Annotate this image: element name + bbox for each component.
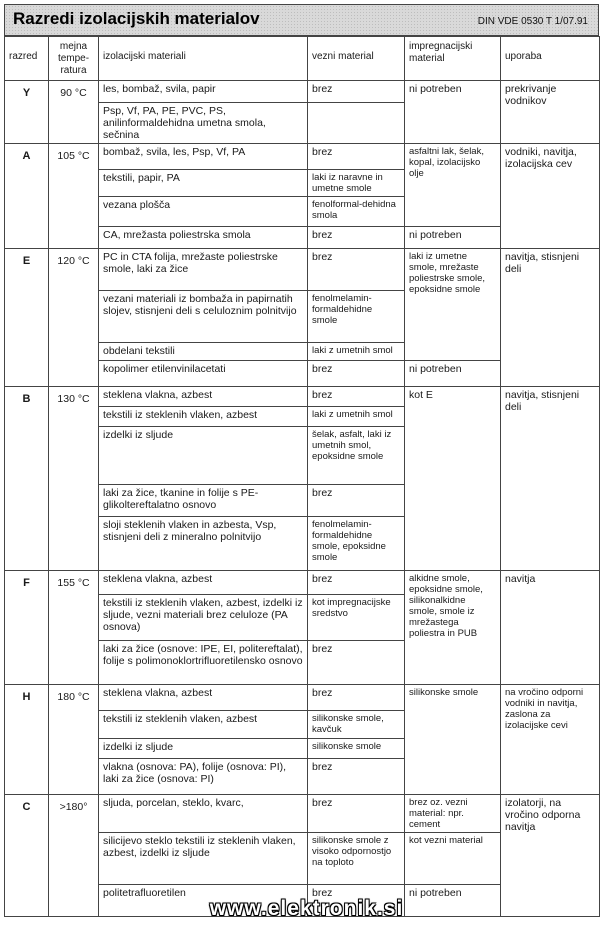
class-temperature: 130 °C — [49, 387, 99, 571]
material-cell: tekstili iz steklenih vlaken, azbest, izdelki iz sljude, vezni materiali brez celuloze (PA osnova) — [99, 595, 308, 641]
material-cell: les, bombaž, svila, papir — [99, 81, 308, 103]
header-razred: razred — [5, 37, 49, 81]
binder-cell: šelak, asfalt, laki iz umetnih smol, epoksidne smole — [308, 427, 405, 485]
material-cell: Psp, Vf, PA, PE, PVC, PS, anilinformaldehidna umetna smola, sečnina — [99, 103, 308, 144]
insulation-classes-table — [4, 36, 600, 917]
impregnation-cell: brez oz. vezni material: npr. cement — [405, 795, 501, 833]
binder-cell: brez — [308, 571, 405, 595]
binder-cell: laki iz naravne in umetne smole — [308, 170, 405, 197]
binder-cell: brez — [308, 387, 405, 407]
binder-cell: brez — [308, 227, 405, 249]
document-page — [4, 4, 599, 919]
class-letter: E — [5, 249, 49, 387]
material-cell: steklena vlakna, azbest — [99, 685, 308, 711]
impregnation-cell: asfaltni lak, šelak, kopal, izolacijsko olje — [405, 144, 501, 227]
material-cell: steklena vlakna, azbest — [99, 571, 308, 595]
material-cell: vezani materiali iz bombaža in papirnatih slojev, stisnjeni deli s celuloznim polnitvijo — [99, 291, 308, 343]
material-cell: vlakna (osnova: PA), folije (osnova: PI), laki za žice (osnova: PI) — [99, 759, 308, 795]
class-letter: A — [5, 144, 49, 249]
class-letter: Y — [5, 81, 49, 144]
table-body — [5, 81, 600, 917]
class-temperature: 120 °C — [49, 249, 99, 387]
impregnation-cell: ni potreben — [405, 81, 501, 144]
impregnation-cell: kot vezni material — [405, 833, 501, 885]
header-use: uporaba — [501, 37, 600, 81]
table-row — [5, 81, 600, 103]
impregnation-cell: silikonske smole — [405, 685, 501, 795]
class-letter: C — [5, 795, 49, 917]
binder-cell: silikonske smole z visoko odpornostjo na toploto — [308, 833, 405, 885]
binder-cell: fenolformal-dehidna smola — [308, 197, 405, 227]
class-temperature: 105 °C — [49, 144, 99, 249]
binder-cell — [308, 103, 405, 144]
binder-cell: brez — [308, 249, 405, 291]
material-cell: tekstili iz steklenih vlaken, azbest — [99, 711, 308, 739]
material-cell: sloji steklenih vlaken in azbesta, Vsp, stisnjeni deli z mineralno polnitvijo — [99, 517, 308, 571]
binder-cell: brez — [308, 81, 405, 103]
material-cell: laki za žice (osnove: IPE, EI, politereftalat), folije s polimonoklortrifluoretilensko osnovo — [99, 641, 308, 685]
table-row — [5, 144, 600, 170]
watermark: www.elektronik.si — [209, 897, 404, 920]
material-cell: tekstili iz steklenih vlaken, azbest — [99, 407, 308, 427]
header-temperature: mejna tempe-ratura — [49, 37, 99, 81]
table-row — [5, 571, 600, 595]
material-cell: CA, mrežasta poliestrska smola — [99, 227, 308, 249]
material-cell: steklena vlakna, azbest — [99, 387, 308, 407]
table-row — [5, 387, 600, 407]
table-header-row — [5, 37, 600, 81]
material-cell: obdelani tekstili — [99, 343, 308, 361]
binder-cell: brez — [308, 759, 405, 795]
class-temperature: 180 °C — [49, 685, 99, 795]
header-impregnation: impregnacijski material — [405, 37, 501, 81]
class-temperature: 155 °C — [49, 571, 99, 685]
class-letter: H — [5, 685, 49, 795]
page-title: Razredi izolacijskih materialov — [13, 9, 260, 28]
table-row — [5, 249, 600, 291]
class-temperature: >180° — [49, 795, 99, 917]
material-cell: silicijevo steklo tekstili iz steklenih vlaken, azbest, izdelki iz sljude — [99, 833, 308, 885]
impregnation-cell: ni potreben — [405, 885, 501, 917]
binder-cell: brez — [308, 361, 405, 387]
class-letter: B — [5, 387, 49, 571]
use-cell: navitja, stisnjeni deli — [501, 249, 600, 387]
use-cell: navitja, stisnjeni deli — [501, 387, 600, 571]
use-cell: izolatorji, na vročino odporna navitja — [501, 795, 600, 917]
class-letter: F — [5, 571, 49, 685]
impregnation-cell: ni potreben — [405, 227, 501, 249]
binder-cell: brez — [308, 641, 405, 685]
binder-cell: laki z umetnih smol — [308, 407, 405, 427]
binder-cell: laki z umetnih smol — [308, 343, 405, 361]
material-cell: izdelki iz sljude — [99, 427, 308, 485]
use-cell: vodniki, navitja, izolacijska cev — [501, 144, 600, 249]
material-cell: sljuda, porcelan, steklo, kvarc, — [99, 795, 308, 833]
header-binder: vezni material — [308, 37, 405, 81]
material-cell: kopolimer etilenvinilacetati — [99, 361, 308, 387]
material-cell: vezana plošča — [99, 197, 308, 227]
use-cell: navitja — [501, 571, 600, 685]
binder-cell: fenolmelamin-formaldehidne smole, epoksidne smole — [308, 517, 405, 571]
material-cell: tekstili, papir, PA — [99, 170, 308, 197]
binder-cell: brez — [308, 885, 405, 917]
table-row — [5, 685, 600, 711]
binder-cell: brez — [308, 485, 405, 517]
binder-cell: fenolmelamin-formaldehidne smole — [308, 291, 405, 343]
table-row — [5, 795, 600, 833]
impregnation-cell: kot E — [405, 387, 501, 571]
title-bar — [4, 4, 599, 36]
binder-cell: silikonske smole, kavčuk — [308, 711, 405, 739]
use-cell: prekrivanje vodnikov — [501, 81, 600, 144]
header-material: izolacijski materiali — [99, 37, 308, 81]
class-temperature: 90 °C — [49, 81, 99, 144]
binder-cell: silikonske smole — [308, 739, 405, 759]
use-cell: na vročino odporni vodniki in navitja, zaslona za izolacijske cevi — [501, 685, 600, 795]
material-cell: laki za žice, tkanine in folije s PE-glikoltereftalatno osnovo — [99, 485, 308, 517]
material-cell: PC in CTA folija, mrežaste poliestrske smole, laki za žice — [99, 249, 308, 291]
material-cell: bombaž, svila, les, Psp, Vf, PA — [99, 144, 308, 170]
material-cell: politetrafluoretilen — [99, 885, 308, 917]
impregnation-cell: ni potreben — [405, 361, 501, 387]
impregnation-cell: laki iz umetne smole, mrežaste poliestrske smole, epoksidne smole — [405, 249, 501, 361]
material-cell: izdelki iz sljude — [99, 739, 308, 759]
binder-cell: brez — [308, 144, 405, 170]
impregnation-cell: alkidne smole, epoksidne smole, silikonalkidne smole, smole iz mrežastega poliestra in PUB — [405, 571, 501, 685]
binder-cell: kot impregnacijske sredstvo — [308, 595, 405, 641]
binder-cell: brez — [308, 795, 405, 833]
binder-cell: brez — [308, 685, 405, 711]
standard-reference: DIN VDE 0530 T 1/07.91 — [477, 16, 588, 27]
